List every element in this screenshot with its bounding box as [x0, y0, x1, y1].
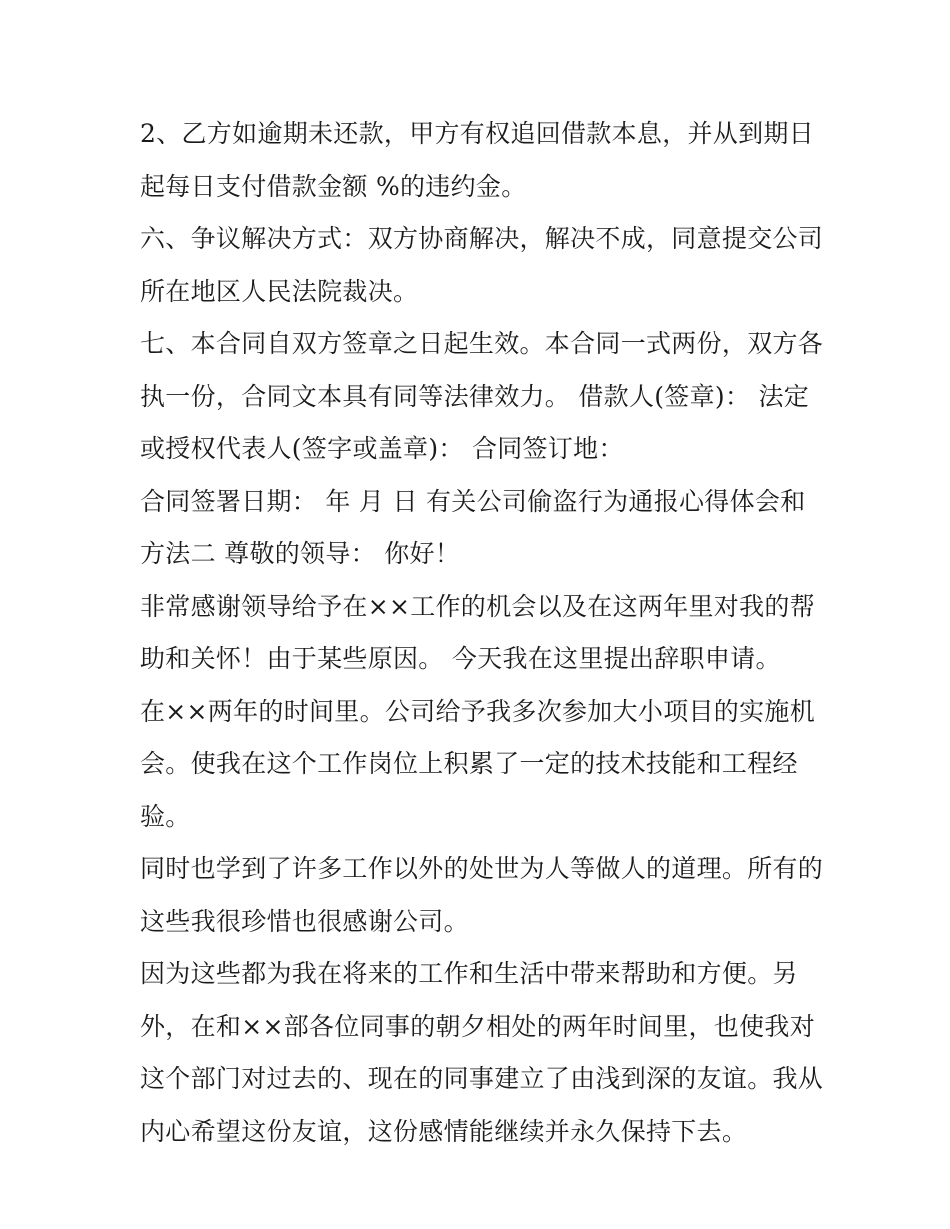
text-line: 内心希望这份友谊，这份感情能继续并永久保持下去。 — [140, 1116, 748, 1146]
text-line: 或授权代表人(签字或盖章)： 合同签订地： — [140, 434, 624, 463]
text-line: 验。 — [140, 801, 191, 831]
text-line: 同时也学到了许多工作以外的处世为人等做人的道理。所有的 — [140, 854, 824, 883]
text-line: 方法二 尊敬的领导： 你好！ — [140, 539, 461, 568]
text-line: 2、乙方如逾期未还款，甲方有权追回借款本息，并从到期日 — [140, 119, 815, 148]
text-line: 六、争议解决方式：双方协商解决，解决不成，同意提交公司 — [140, 224, 824, 253]
text-line: 执一份，合同文本具有同等法律效力。 借款人(签章)： 法定 — [140, 381, 810, 411]
text-line: 这些我很珍惜也很感谢公司。 — [140, 906, 469, 936]
text-line: 七、本合同自双方签章之日起生效。本合同一式两份，双方各 — [140, 329, 824, 358]
text-line: 助和关怀！由于某些原因。 今天我在这里提出辞职申请。 — [140, 644, 781, 673]
text-line: 会。使我在这个工作岗位上积累了一定的技术技能和工程经 — [140, 749, 798, 778]
text-line: 起每日支付借款金额 %的违约金。 — [140, 171, 527, 201]
text-line: 因为这些都为我在将来的工作和生活中带来帮助和方便。另 — [140, 959, 798, 988]
text-line: 合同签署日期： 年 月 日 有关公司偷盗行为通报心得体会和 — [140, 486, 806, 516]
text-line: 所在地区人民法院裁决。 — [140, 276, 419, 306]
text-line: 在××两年的时间里。公司给予我多次参加大小项目的实施机 — [140, 696, 815, 726]
text-line: 非常感谢领导给予在××工作的机会以及在这两年里对我的帮 — [140, 591, 815, 621]
document-body — [140, 108, 824, 1158]
text-line: 外，在和××部各位同事的朝夕相处的两年时间里，也使我对 — [140, 1011, 815, 1041]
text-line: 这个部门对过去的、现在的同事建立了由浅到深的友谊。我从 — [140, 1064, 824, 1093]
